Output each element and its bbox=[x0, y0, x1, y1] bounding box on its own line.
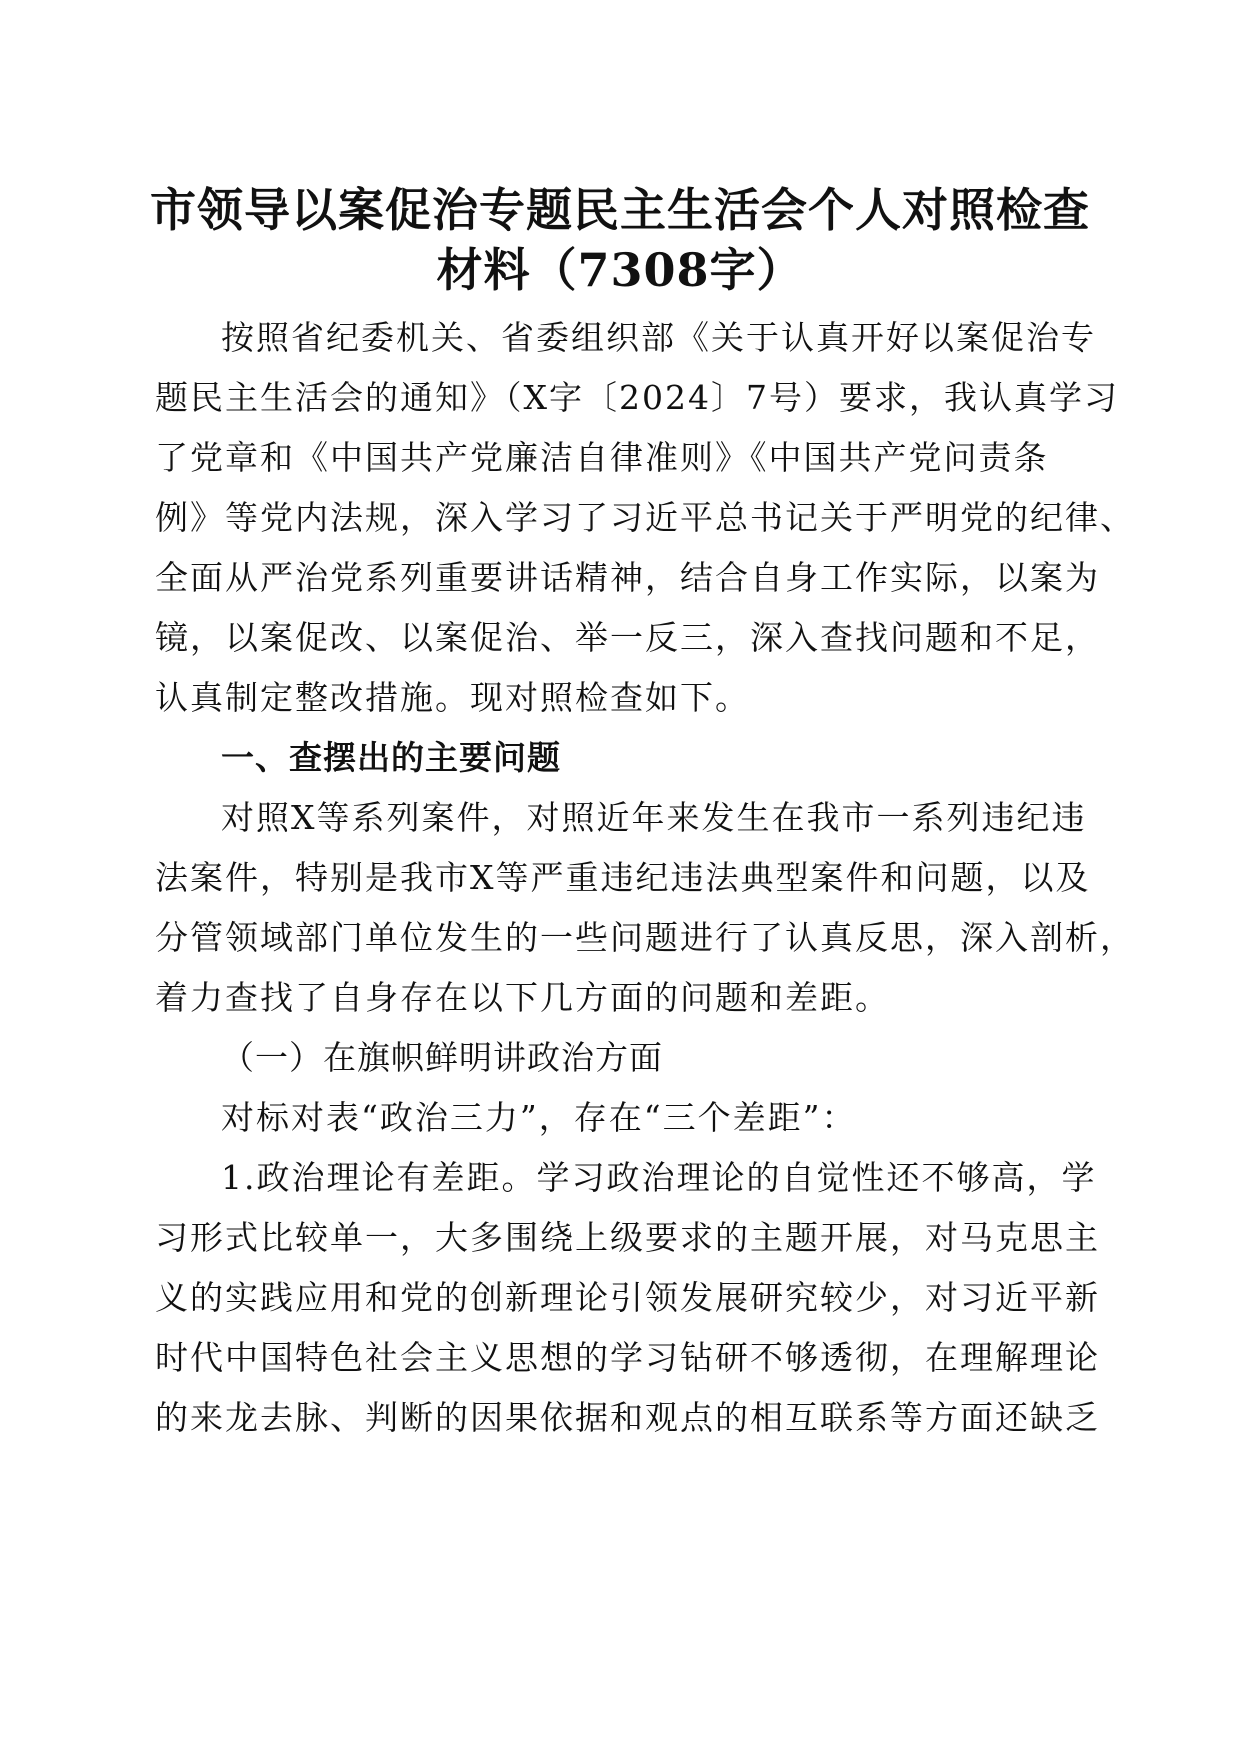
item-1-line: 的来龙去脉、判断的因果依据和观点的相互联系等方面还缺乏 bbox=[155, 1398, 1100, 1437]
item-1-line: 1.政治理论有差距。学习政治理论的自觉性还不够高，学 bbox=[221, 1158, 1097, 1197]
intro-line: 按照省纪委机关、省委组织部《关于认真开好以案促治专 bbox=[221, 318, 1096, 357]
subsection-heading-1: （一）在旗帜鲜明讲政治方面 bbox=[221, 1038, 663, 1077]
section-1-line: 对照X等系列案件，对照近年来发生在我市一系列违纪违 bbox=[221, 798, 1087, 837]
section-heading-1: 一、查摆出的主要问题 bbox=[221, 738, 561, 777]
intro-line: 题民主生活会的通知》（X字〔2024〕7号）要求，我认真学习 bbox=[155, 378, 1119, 417]
section-1-line: 着力查找了自身存在以下几方面的问题和差距。 bbox=[155, 978, 890, 1017]
item-1-line: 时代中国特色社会主义思想的学习钻研不够透彻，在理解理论 bbox=[155, 1338, 1100, 1377]
intro-line: 了党章和《中国共产党廉洁自律准则》《中国共产党问责条 bbox=[155, 438, 1049, 477]
section-1-line: 法案件，特别是我市X等严重违纪违法典型案件和问题，以及 bbox=[155, 858, 1091, 897]
section-1-line: 分管领域部门单位发生的一些问题进行了认真反思，深入剖析， bbox=[155, 918, 1135, 957]
intro-line: 例》等党内法规，深入学习了习近平总书记关于严明党的纪律、 bbox=[155, 498, 1135, 537]
item-1-line: 习形式比较单一，大多围绕上级要求的主题开展，对马克思主 bbox=[155, 1218, 1100, 1257]
document-title-line-2: 材料（7308字） bbox=[436, 243, 804, 297]
document-title-line-1: 市领导以案促治专题民主生活会个人对照检查 bbox=[150, 183, 1090, 237]
intro-line: 认真制定整改措施。现对照检查如下。 bbox=[155, 678, 750, 717]
intro-line: 镜，以案促改、以案促治、举一反三，深入查找问题和不足， bbox=[155, 618, 1100, 657]
item-1-line: 义的实践应用和党的创新理论引领发展研究较少，对习近平新 bbox=[155, 1278, 1100, 1317]
subsection-1-intro: 对标对表“政治三力”，存在“三个差距”： bbox=[221, 1098, 857, 1137]
intro-line: 全面从严治党系列重要讲话精神，结合自身工作实际，以案为 bbox=[155, 558, 1100, 597]
